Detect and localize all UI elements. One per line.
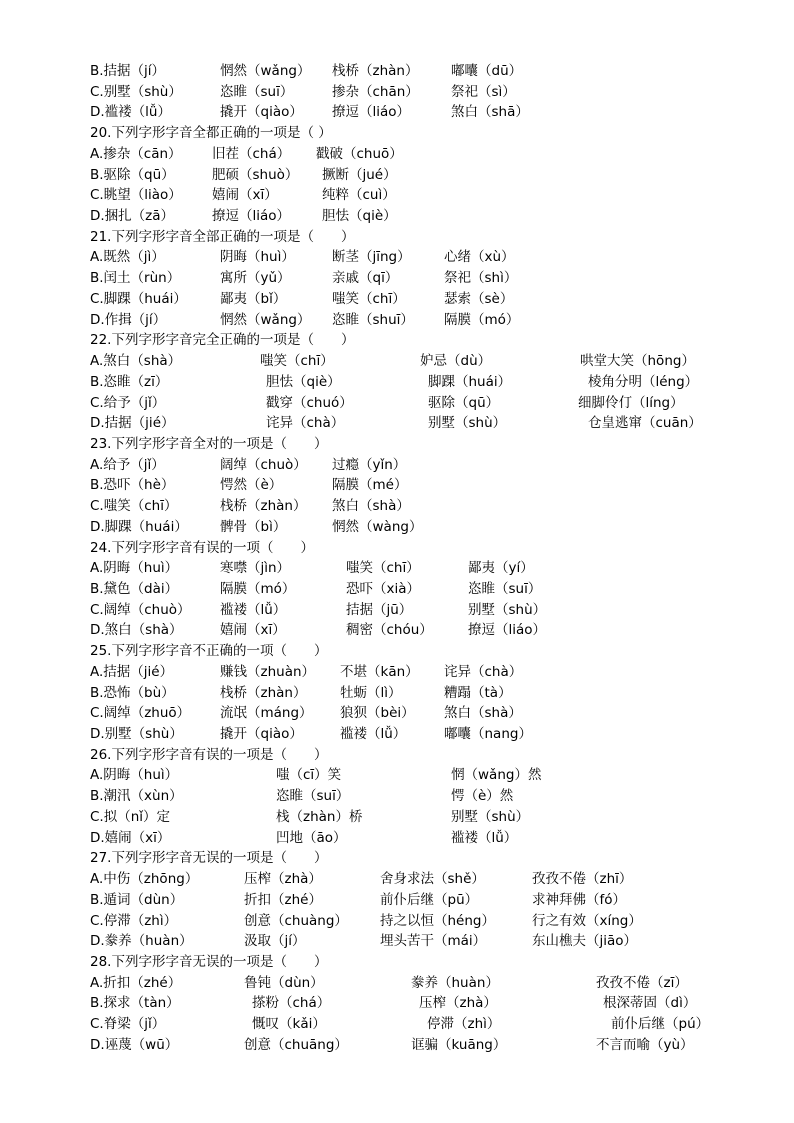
question-text: 20.下列字形字音全都正确的一项是（ ） — [90, 125, 332, 142]
option-item-text: 豢养（huàn） — [411, 974, 499, 991]
option-item-text: 停滞（zhì） — [427, 1016, 501, 1033]
option-line — [0, 455, 794, 476]
option-line — [0, 931, 794, 952]
option-label-text: A.掺杂（cān） — [90, 145, 182, 162]
option-item-text: 根深蒂固（dì） — [603, 995, 697, 1012]
option-item-text: 旧茬（chá） — [212, 145, 291, 162]
option-item-text: 愕然（è） — [220, 477, 283, 494]
option-item-text: 恣睢（suī） — [220, 83, 294, 100]
option-item-text: 稠密（chóu） — [346, 622, 433, 639]
option-line — [0, 82, 794, 103]
option-line — [0, 683, 794, 704]
option-label-text: C.眺望（liào） — [90, 187, 182, 204]
option-item-text: 过瘾（yǐn） — [332, 456, 407, 473]
option-label-text: B.驱除（qū） — [90, 166, 175, 183]
option-label-text: D.拮据（jié） — [90, 415, 175, 432]
option-item-text: 别墅（shù） — [451, 808, 530, 825]
question-line — [0, 227, 794, 248]
option-label-text: A.拮据（jié） — [90, 663, 174, 680]
option-item-text: 孜孜不倦（zī） — [596, 974, 688, 991]
option-item-text: 妒忌（dù） — [420, 353, 492, 370]
option-item-text: 栈桥（zhàn） — [220, 498, 307, 515]
option-item-text: 诓骗（kuāng） — [411, 1036, 507, 1053]
option-item-text: 嗤笑（chī） — [346, 560, 420, 577]
option-item-text: 褴褛（lǚ） — [340, 726, 407, 743]
option-item-text: 别墅（shù） — [468, 601, 547, 618]
option-item-text: 嬉闹（xī） — [220, 622, 286, 639]
option-label-text: B.探求（tàn） — [90, 995, 180, 1012]
question-text: 23.下列字形字音全对的一项是（ ） — [90, 435, 328, 452]
option-label-text: D.作揖（jí） — [90, 311, 167, 328]
question-line — [0, 848, 794, 869]
option-item-text: 惘然（wǎng） — [220, 63, 311, 79]
option-line — [0, 185, 794, 206]
option-line — [0, 724, 794, 745]
option-line — [0, 144, 794, 165]
option-label-text: B.黛色（dài） — [90, 581, 179, 597]
option-label-text: B.拮据（jí） — [90, 63, 166, 79]
option-item-text: 牡蛎（lì） — [340, 684, 402, 701]
option-item-text: 糟蹋（tà） — [444, 684, 512, 701]
option-label-text: C.阔绰（zhuō） — [90, 705, 191, 722]
option-line — [0, 268, 794, 289]
option-item-text: 煞白（shà） — [332, 498, 410, 515]
option-item-text: 舍身求法（shě） — [380, 871, 485, 888]
option-item-text: 撬开（qiào） — [220, 726, 303, 743]
option-label-text: A.煞白（shà） — [90, 353, 182, 370]
question-line — [0, 538, 794, 559]
option-item-text: 鄙夷（bǐ） — [220, 290, 287, 307]
option-item-text: 嘟囔（nang） — [444, 726, 532, 743]
option-item-text: 恣睢（shuī） — [332, 311, 414, 328]
option-label-text: B.闰土（rùn） — [90, 270, 181, 287]
option-item-text: 汲取（jí） — [244, 933, 306, 950]
option-line — [0, 973, 794, 994]
option-item-text: 栈桥（zhàn） — [332, 63, 419, 79]
option-item-text: 孜孜不倦（zhī） — [532, 871, 633, 888]
option-item-text: 埋头苦干（mái） — [380, 933, 487, 950]
option-item-text: 脚踝（huái） — [428, 373, 512, 390]
option-item-text: 惘然（wàng） — [332, 518, 423, 535]
option-item-text: 嬉闹（xī） — [212, 187, 278, 204]
option-item-text: 拮据（jū） — [346, 601, 413, 618]
option-line — [0, 413, 794, 434]
option-label-text: A.阴晦（huì） — [90, 767, 179, 784]
option-item-text: 诧异（chà） — [444, 663, 523, 680]
question-line — [0, 330, 794, 351]
option-item-text: 狼狈（bèi） — [340, 705, 415, 722]
option-line — [0, 247, 794, 268]
option-line — [0, 600, 794, 621]
option-item-text: 鄙夷（yí） — [468, 560, 534, 577]
option-item-text: 凹地（āo） — [276, 829, 347, 846]
option-label-text: D.捆扎（zā） — [90, 208, 175, 225]
option-line — [0, 1035, 794, 1056]
option-item-text: 哄堂大笑（hōng） — [580, 353, 695, 370]
option-item-text: 撩逗（liáo） — [332, 104, 411, 121]
option-item-text: 戳穿（chuó） — [266, 394, 353, 411]
option-label-text: A.给予（jǐ） — [90, 456, 165, 473]
option-label-text: C.拟（nǐ）定 — [90, 808, 171, 825]
option-item-text: 赚钱（zhuàn） — [220, 663, 316, 680]
option-line — [0, 993, 794, 1014]
option-item-text: 嘟囔（dū） — [451, 63, 523, 79]
option-label-text: B.恣睢（zī） — [90, 373, 169, 390]
option-item-text: 心绪（xù） — [444, 249, 515, 266]
question-text: 26.下列字形字音有误的一项是（ ） — [90, 746, 328, 763]
option-line — [0, 496, 794, 517]
option-item-text: 东山樵夫（jiāo） — [532, 933, 638, 950]
option-label-text: A.阴晦（huì） — [90, 560, 179, 577]
option-item-text: 不言而喻（yù） — [596, 1036, 694, 1053]
option-label-text: C.给予（jǐ） — [90, 394, 166, 411]
option-item-text: 髀骨（bì） — [220, 518, 287, 535]
option-line — [0, 372, 794, 393]
option-item-text: 持之以恒（héng） — [380, 912, 495, 929]
option-item-text: 祭祀（sì） — [451, 83, 516, 100]
option-item-text: 阔绰（chuò） — [220, 456, 307, 473]
option-line — [0, 61, 794, 82]
option-item-text: 棱角分明（léng） — [588, 373, 699, 390]
option-item-text: 慨叹（kǎi） — [252, 1016, 326, 1033]
option-item-text: 阴晦（huì） — [220, 249, 295, 266]
option-line — [0, 620, 794, 641]
option-item-text: 栈桥（zhàn） — [220, 684, 307, 701]
option-line — [0, 765, 794, 786]
option-item-text: 前仆后继（pū） — [380, 891, 479, 908]
option-label-text: C.嗤笑（chī） — [90, 498, 178, 515]
option-label-text: C.停滞（zhì） — [90, 912, 178, 929]
question-text: 25.下列字形字音不正确的一项（ ） — [90, 643, 328, 660]
option-item-text: 惘然（wǎng） — [220, 311, 311, 328]
question-text: 28.下列字形字音无误的一项是（ ） — [90, 953, 328, 970]
option-item-text: 流氓（máng） — [220, 705, 313, 722]
option-line — [0, 558, 794, 579]
option-line — [0, 351, 794, 372]
option-line — [0, 165, 794, 186]
option-line — [0, 911, 794, 932]
option-item-text: 驱除（qū） — [428, 394, 500, 411]
option-label-text: B.恐怖（bù） — [90, 684, 175, 701]
option-line — [0, 869, 794, 890]
option-line — [0, 1014, 794, 1035]
option-item-text: 嗤（cī）笑 — [276, 767, 342, 784]
option-line — [0, 102, 794, 123]
option-item-text: 创意（chuāng） — [244, 1036, 348, 1053]
option-label-text: B.遁词（dùn） — [90, 891, 184, 908]
option-item-text: 别墅（shù） — [428, 415, 507, 432]
option-item-text: 嗤笑（chī） — [260, 353, 334, 370]
option-item-text: 撩逗（liáo） — [468, 622, 547, 639]
option-label-text: D.诬蔑（wū） — [90, 1036, 179, 1053]
option-item-text: 愕（è）然 — [451, 788, 514, 805]
question-line — [0, 434, 794, 455]
option-item-text: 创意（chuàng） — [244, 912, 348, 929]
option-item-text: 折扣（zhé） — [244, 891, 322, 908]
option-label-text: D.别墅（shù） — [90, 726, 183, 743]
option-line — [0, 890, 794, 911]
option-item-text: 胆怯（qiè） — [322, 208, 397, 225]
option-item-text: 撬开（qiào） — [220, 104, 303, 121]
option-item-text: 撩逗（liáo） — [212, 208, 291, 225]
option-line — [0, 662, 794, 683]
option-label-text: D.煞白（shà） — [90, 622, 183, 639]
option-line — [0, 786, 794, 807]
option-item-text: 断茎（jīng） — [332, 249, 411, 266]
option-item-text: 祭祀（shì） — [444, 270, 518, 287]
option-item-text: 细脚伶仃（líng） — [578, 394, 684, 411]
option-line — [0, 703, 794, 724]
option-label-text: C.脊梁（jǐ） — [90, 1016, 166, 1033]
option-label-text: A.中伤（zhōng） — [90, 871, 199, 888]
question-line — [0, 641, 794, 662]
option-item-text: 不堪（kān） — [340, 663, 419, 680]
question-text: 21.下列字形字音全部正确的一项是（ ） — [90, 228, 355, 245]
option-item-text: 压榨（zhà） — [419, 995, 497, 1012]
question-line — [0, 123, 794, 144]
option-item-text: 前仆后继（pú） — [611, 1016, 710, 1033]
option-line — [0, 289, 794, 310]
option-item-text: 撅断（jué） — [322, 166, 397, 183]
option-item-text: 煞白（shā） — [451, 104, 529, 121]
option-item-text: 求神拜佛（fó） — [532, 891, 627, 908]
option-item-text: 行之有效（xíng） — [532, 912, 642, 929]
option-item-text: 纯粹（cuì） — [322, 187, 396, 204]
option-label-text: A.折扣（zhé） — [90, 974, 182, 991]
question-line — [0, 745, 794, 766]
option-item-text: 寒噤（jìn） — [220, 560, 291, 577]
option-line — [0, 517, 794, 538]
option-label-text: C.阔绰（chuò） — [90, 601, 191, 618]
question-text: 27.下列字形字音无误的一项是（ ） — [90, 850, 328, 867]
option-label-text: B.潮汛（xùn） — [90, 788, 183, 805]
option-label-text: D.嬉闹（xī） — [90, 829, 171, 846]
option-item-text: 隔膜（mó） — [444, 311, 520, 328]
option-line — [0, 206, 794, 227]
option-item-text: 嗤笑（chī） — [332, 290, 406, 307]
option-item-text: 搽粉（chá） — [252, 995, 331, 1012]
option-line — [0, 807, 794, 828]
option-item-text: 掺杂（chān） — [332, 83, 419, 100]
option-item-text: 压榨（zhà） — [244, 871, 322, 888]
option-label-text: C.脚踝（huái） — [90, 290, 187, 307]
option-item-text: 恣睢（suī） — [468, 581, 542, 597]
question-text: 22.下列字形字音完全正确的一项是（ ） — [90, 332, 355, 349]
option-item-text: 亲戚（qī） — [332, 270, 399, 287]
option-line — [0, 393, 794, 414]
question-text: 24.下列字形字音有误的一项（ ） — [90, 539, 314, 556]
option-label-text: D.豢养（huàn） — [90, 933, 193, 950]
option-line — [0, 475, 794, 496]
option-line — [0, 579, 794, 600]
option-line — [0, 828, 794, 849]
option-item-text: 戳破（chuō） — [316, 145, 403, 162]
option-item-text: 寓所（yǔ） — [220, 270, 291, 287]
option-item-text: 隔膜（mó） — [220, 581, 296, 597]
option-item-text: 褴褛（lǚ） — [451, 829, 518, 846]
option-item-text: 栈（zhàn）桥 — [276, 808, 363, 825]
option-item-text: 褴褛（lǚ） — [220, 601, 287, 618]
option-item-text: 诧异（chà） — [266, 415, 345, 432]
option-item-text: 瑟索（sè） — [444, 290, 514, 307]
option-label-text: D.脚踝（huái） — [90, 518, 188, 535]
option-line — [0, 310, 794, 331]
option-label-text: B.恐吓（hè） — [90, 477, 175, 494]
option-item-text: 胆怯（qiè） — [266, 373, 341, 390]
option-item-text: 隔膜（mé） — [332, 477, 408, 494]
option-item-text: 煞白（shà） — [444, 705, 522, 722]
option-item-text: 肥硕（shuò） — [212, 166, 299, 183]
option-label-text: D.褴褛（lǚ） — [90, 104, 171, 121]
option-item-text: 惘（wǎng）然 — [451, 767, 542, 784]
question-line — [0, 952, 794, 973]
option-item-text: 恣睢（suī） — [276, 788, 350, 805]
option-item-text: 鲁钝（dùn） — [244, 974, 324, 991]
option-label-text: A.既然（jì） — [90, 249, 165, 266]
option-item-text: 恐吓（xià） — [346, 581, 421, 597]
option-item-text: 仓皇逃窜（cuān） — [588, 415, 702, 432]
option-label-text: C.别墅（shù） — [90, 83, 182, 100]
